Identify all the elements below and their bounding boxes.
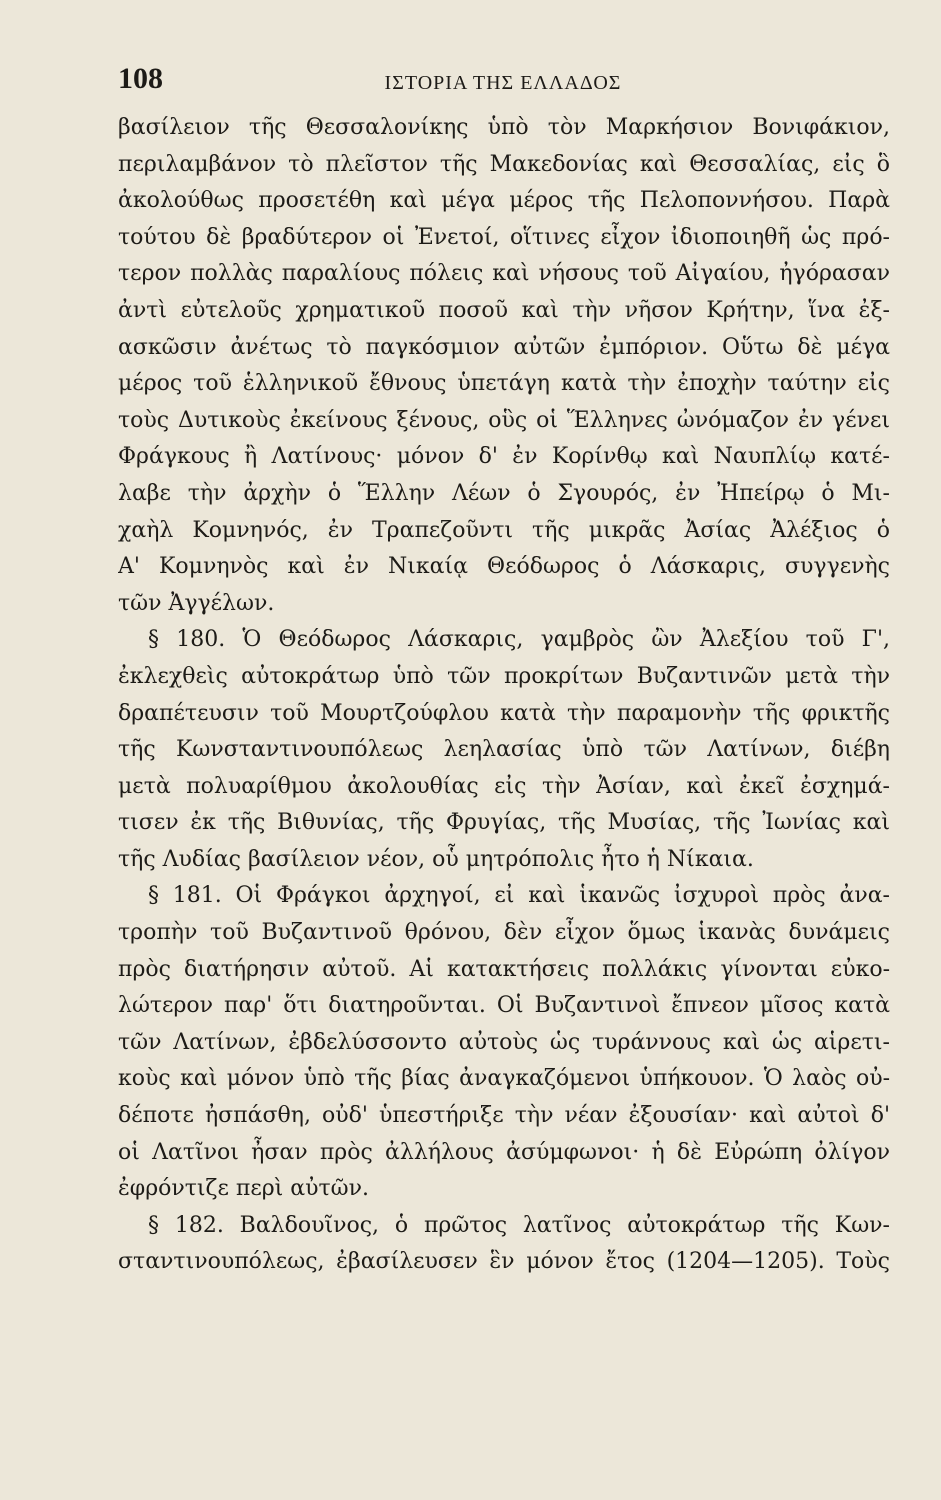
paragraph-182-start: § 182. Βαλδουῖνος, ὁ πρῶτος λατῖνος αὐτοκράτωρ τῆς Κων-: [148, 1212, 890, 1238]
text-line: τῆς Λυδίας βασίλειον νέον, οὗ μητρόπολις ἦτο ἡ Νίκαια.: [118, 846, 754, 872]
text-line: σταντινουπόλεως, ἐβασίλευσεν ἓν μόνον ἔτος (1204—1205). Τοὺς: [118, 1249, 890, 1275]
text-line: τῆς Κωνσταντινουπόλεως λεηλασίας ὑπὸ τῶν Λατίνων, διέβη: [118, 737, 890, 763]
text-line: ασκῶσιν ἀνέτως τὸ παγκόσμιον αὐτῶν ἐμπόριον. Οὕτω δὲ μέγα: [118, 334, 890, 360]
paragraph-181-start: § 181. Οἱ Φράγκοι ἀρχηγοί, εἰ καὶ ἱκανῶς ἰσχυροὶ πρὸς ἀνα-: [148, 883, 890, 909]
text-line: δέποτε ἠσπάσθη, οὐδ' ὑπεστήριξε τὴν νέαν ἐξουσίαν· καὶ αὐτοὶ δ': [118, 1103, 890, 1129]
text-line: οἱ Λατῖνοι ἦσαν πρὸς ἀλλήλους ἀσύμφωνοι· ἡ δὲ Εὐρώπη ὀλίγον: [118, 1139, 890, 1165]
text-line: περιλαμβάνον τὸ πλεῖστον τῆς Μακεδονίας καὶ Θεσσαλίας, εἰς ὃ: [118, 151, 890, 177]
text-line: τισεν ἐκ τῆς Βιθυνίας, τῆς Φρυγίας, τῆς Μυσίας, τῆς Ἰωνίας καὶ: [118, 810, 890, 836]
text-line: τῶν Ἀγγέλων.: [118, 590, 275, 616]
page-header: [118, 62, 888, 102]
paragraph-180-start: § 180. Ὁ Θεόδωρος Λάσκαρις, γαμβρὸς ὢν Ἀλεξίου τοῦ Γ',: [148, 627, 890, 653]
text-line: πρὸς διατήρησιν αὐτοῦ. Αἱ κατακτήσεις πολλάκις γίνονται εὐκο-: [118, 956, 890, 982]
text-line: μέρος τοῦ ἑλληνικοῦ ἔθνους ὑπετάγη κατὰ τὴν ἐποχὴν ταύτην εἰς: [118, 371, 890, 397]
text-line: ἐφρόντιζε περὶ αὐτῶν.: [118, 1176, 369, 1202]
text-line: ἀντὶ εὐτελοῦς χρηματικοῦ ποσοῦ καὶ τὴν νῆσον Κρήτην, ἵνα ἐξ-: [118, 297, 890, 323]
text-line: τερον πολλὰς παραλίους πόλεις καὶ νήσους τοῦ Αἰγαίου, ἠγόρασαν: [118, 261, 890, 287]
text-line: χαὴλ Κομνηνός, ἐν Τραπεζοῦντι τῆς μικρᾶς Ἀσίας Ἀλέξιος ὁ: [118, 517, 890, 543]
text-line: βασίλειον τῆς Θεσσαλονίκης ὑπὸ τὸν Μαρκήσιον Βονιφάκιον,: [118, 115, 890, 140]
text-line: Φράγκους ἢ Λατίνους· μόνον δ' ἐν Κορίνθῳ καὶ Ναυπλίῳ κατέ-: [118, 444, 890, 470]
text-line: δραπέτευσιν τοῦ Μουρτζούφλου κατὰ τὴν παραμονὴν τῆς φρικτῆς: [118, 700, 890, 726]
text-line: τροπὴν τοῦ Βυζαντινοῦ θρόνου, δὲν εἶχον ὅμως ἱκανὰς δυνάμεις: [118, 920, 890, 946]
text-line: λαβε τὴν ἀρχὴν ὁ Ἕλλην Λέων ὁ Σγουρός, ἐν Ἠπείρῳ ὁ Μι-: [118, 480, 890, 506]
text-line: ἐκλεχθεὶς αὐτοκράτωρ ὑπὸ τῶν προκρίτων Βυζαντινῶν μετὰ τὴν: [118, 663, 890, 689]
text-line: τοὺς Δυτικοὺς ἐκείνους ξένους, οὓς οἱ Ἕλληνες ὠνόμαζον ἐν γένει: [118, 407, 890, 433]
text-line: ἀκολούθως προσετέθη καὶ μέγα μέρος τῆς Πελοποννήσου. Παρὰ: [118, 188, 890, 214]
page-number: 108: [118, 62, 163, 95]
text-line: Α' Κομνηνὸς καὶ ἐν Νικαίᾳ Θεόδωρος ὁ Λάσκαρις, συγγενὴς: [118, 554, 890, 580]
text-line: τούτου δὲ βραδύτερον οἱ Ἐνετοί, οἵτινες εἶχον ἰδιοποιηθῆ ὡς πρό-: [118, 224, 890, 250]
text-line: κοὺς καὶ μόνον ὑπὸ τῆς βίας ἀναγκαζόμενοι ὑπήκουον. Ὁ λαὸς οὐ-: [118, 1066, 890, 1092]
text-line: μετὰ πολυαρίθμου ἀκολουθίας εἰς τὴν Ἀσίαν, καὶ ἐκεῖ ἐσχημά-: [118, 773, 890, 799]
text-line: τῶν Λατίνων, ἐβδελύσσοντο αὐτοὺς ὡς τυράννους καὶ ὡς αἱρετι-: [118, 1029, 890, 1055]
running-head: ΙΣΤΟΡΙΑ ΤΗΣ ΕΛΛΑΔΟΣ: [384, 72, 622, 94]
text-line: λώτερον παρ' ὅτι διατηροῦνται. Οἱ Βυζαντινοὶ ἔπνεον μῖσος κατὰ: [118, 993, 890, 1019]
body-text: [118, 110, 890, 1281]
